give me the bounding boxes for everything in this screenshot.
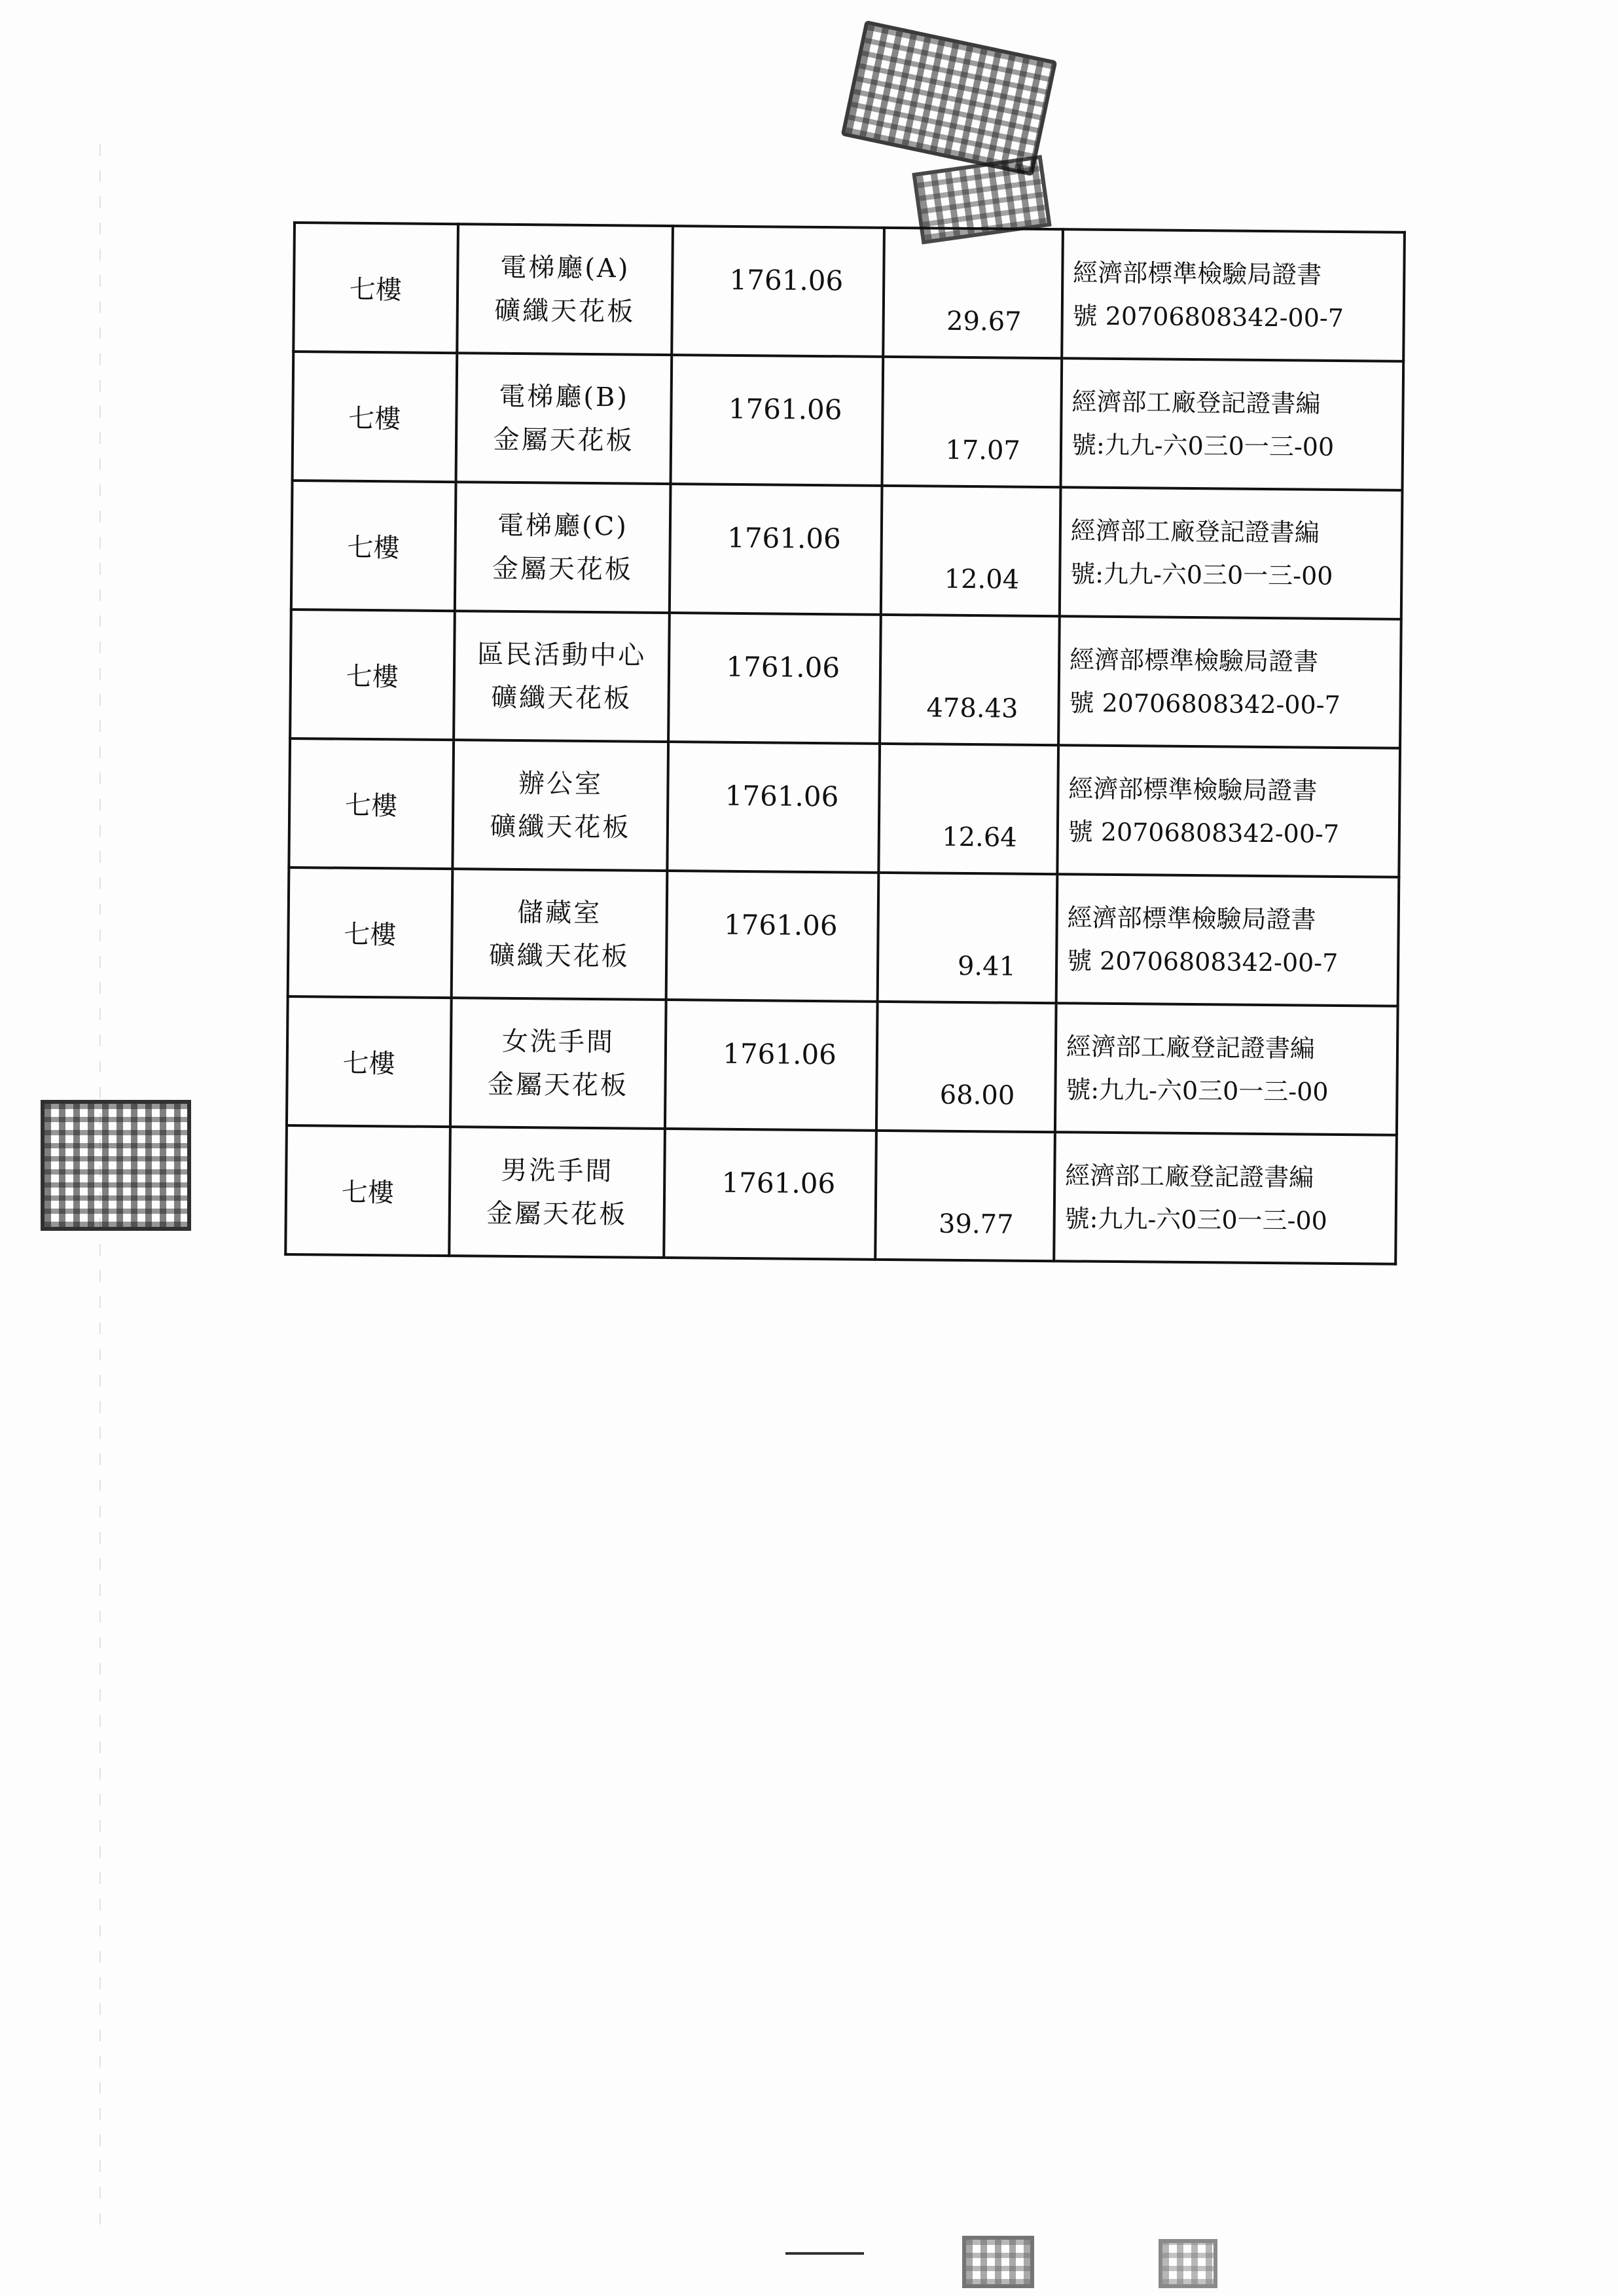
item-location: 電梯廳(B) [499,381,630,412]
item-location: 儲藏室 [517,897,602,928]
table-row [288,867,1399,1006]
seal-stamp-bottom-2 [1159,2239,1217,2288]
certificate-line-2: 號 20706808342-00-7 [1066,945,1339,977]
certificate-line-2: 號 20706808342-00-7 [1068,816,1340,848]
quantity-value: 29.67 [946,306,1022,337]
item-cell [456,353,672,484]
floor-label: 七樓 [348,403,401,435]
quantity-cell [877,873,1057,1003]
quantity-cell [882,357,1062,487]
quantity-cell [876,1002,1056,1132]
floor-cell [290,610,454,740]
table-row [290,610,1401,748]
item-material: 金屬天花板 [487,1069,629,1101]
item-location: 男洗手間 [501,1155,614,1186]
floor-label: 七樓 [341,1177,395,1209]
item-location: 電梯廳(A) [500,252,630,283]
item-cell [454,482,670,613]
table-row [293,352,1404,490]
seal-stamp-top [841,20,1058,176]
certificate-line-1: 經濟部標準檢驗局證書 [1067,902,1316,934]
table-row [289,738,1400,877]
item-material: 金屬天花板 [493,424,634,456]
area-value: 1761.06 [721,1166,836,1200]
item-location: 辦公室 [518,768,603,799]
area-value: 1761.06 [725,779,839,813]
item-material: 礦纖天花板 [490,811,631,843]
area-cell [668,613,880,744]
area-cell [672,226,884,357]
certificate-line-1: 經濟部工廠登記證書編 [1070,515,1320,547]
item-cell [450,998,666,1129]
certificate-cell [1062,229,1405,361]
certificate-line-1: 經濟部工廠登記證書編 [1066,1031,1316,1063]
certificate-line-2: 號 20706808342-00-7 [1072,301,1344,333]
certificate-cell [1057,745,1400,877]
quantity-value: 17.07 [945,435,1021,466]
floor-cell [293,223,458,353]
table-row [285,1125,1397,1264]
certificate-cell [1060,358,1403,490]
table-body [285,223,1405,1264]
floor-cell [289,738,453,869]
quantity-value: 9.41 [957,951,1016,982]
item-location: 女洗手間 [501,1026,615,1057]
area-cell [670,484,882,615]
floor-cell [287,996,451,1127]
seal-stamp-left [41,1100,191,1231]
certificate-cell [1060,487,1403,619]
area-cell [665,1000,877,1131]
area-value: 1761.06 [727,521,841,555]
area-cell [668,742,880,873]
certificate-line-2: 號 20706808342-00-7 [1069,687,1340,720]
certificate-table [284,221,1406,1266]
area-cell [666,871,878,1002]
certificate-cell [1058,616,1401,748]
item-cell [457,224,673,355]
quantity-value: 12.04 [944,564,1020,595]
area-value: 1761.06 [723,1037,837,1071]
quantity-cell [878,744,1058,874]
quantity-cell [875,1131,1055,1261]
floor-label: 七樓 [342,1048,395,1080]
quantity-cell [883,228,1063,358]
table-row [293,223,1405,361]
certificate-line-1: 經濟部工廠登記證書編 [1065,1160,1314,1192]
quantity-value: 12.64 [942,822,1017,853]
certificate-line-2: 號:九九-六0三0一三-00 [1071,429,1335,462]
item-cell [454,611,670,742]
certificate-line-2: 號:九九-六0三0一三-00 [1066,1074,1329,1106]
floor-label: 七樓 [344,919,397,951]
seal-stamp-bottom [962,2236,1034,2288]
certificate-line-2: 號:九九-六0三0一三-00 [1064,1203,1328,1235]
certificate-line-1: 經濟部標準檢驗局證書 [1073,257,1322,289]
table-row [287,996,1398,1135]
bottom-dash-mark [785,2252,864,2255]
quantity-cell [880,486,1060,616]
certificate-cell [1054,1132,1397,1264]
certificate-line-2: 號:九九-六0三0一三-00 [1070,558,1333,591]
item-material: 礦纖天花板 [488,940,630,972]
quantity-cell [880,615,1060,745]
certificate-line-1: 經濟部標準檢驗局證書 [1069,644,1319,676]
area-value: 1761.06 [723,908,838,942]
floor-cell [288,867,452,998]
table-row [291,481,1403,619]
floor-cell [285,1125,450,1256]
quantity-value: 39.77 [938,1209,1014,1240]
certificate-cell [1055,1003,1398,1135]
floor-cell [291,481,456,611]
item-location: 區民活動中心 [477,638,647,671]
quantity-value: 478.43 [926,693,1018,724]
quantity-value: 68.00 [939,1080,1015,1111]
item-location: 電梯廳(C) [497,510,629,541]
item-cell [449,1127,665,1258]
certificate-line-1: 經濟部工廠登記證書編 [1071,386,1321,418]
floor-label: 七樓 [347,532,400,564]
area-value: 1761.06 [726,650,840,684]
certificate-cell [1056,874,1399,1006]
area-value: 1761.06 [728,392,842,426]
floor-label: 七樓 [349,274,403,306]
area-cell [664,1129,876,1260]
item-cell [451,869,667,1000]
item-cell [452,740,668,871]
area-value: 1761.06 [729,263,844,297]
floor-label: 七樓 [346,661,399,693]
item-material: 金屬天花板 [492,553,634,585]
floor-cell [293,352,457,482]
floor-label: 七樓 [344,790,398,822]
item-material: 金屬天花板 [486,1198,628,1230]
certificate-line-1: 經濟部標準檢驗局證書 [1068,773,1318,805]
item-material: 礦纖天花板 [494,295,636,327]
item-material: 礦纖天花板 [490,682,632,714]
area-cell [671,355,883,486]
